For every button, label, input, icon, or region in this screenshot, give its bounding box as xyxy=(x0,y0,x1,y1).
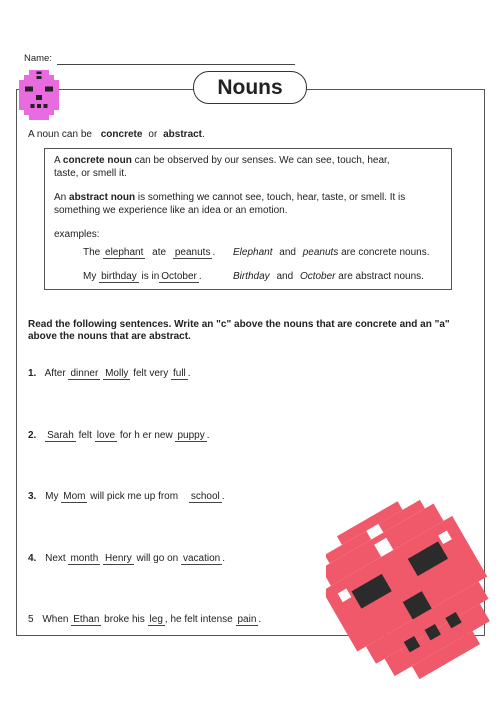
q5-word-leg: leg xyxy=(149,614,163,625)
example-2-sentence xyxy=(83,271,202,282)
abstract-text-1: is something we cannot see, touch, hear, taste, or smell. It is xyxy=(137,192,406,203)
ex1-word-elephant: elephant xyxy=(105,247,144,258)
ex2-italic-2: October xyxy=(299,271,336,282)
q5-text: broke his xyxy=(104,614,145,625)
intro-abstract: abstract xyxy=(163,129,203,140)
ex2-italic-1: Birthday xyxy=(233,271,270,282)
intro-sentence xyxy=(28,129,205,140)
q4-word-henry: Henry xyxy=(105,553,132,564)
q5-word-ethan: Ethan xyxy=(73,614,100,625)
wrestler-mask-icon xyxy=(326,497,496,692)
abstract-term: abstract noun xyxy=(69,192,136,203)
example-2-explanation xyxy=(233,271,424,282)
q4-word-month: month xyxy=(70,553,99,564)
q4-word-vacation: vacation xyxy=(183,553,221,564)
question-number: 1. xyxy=(28,368,37,379)
concrete-definition: A concrete noun can be observed by our senses. We can see, touch, hear, taste, or smell it. xyxy=(54,155,390,179)
ex1-and: and xyxy=(279,247,296,258)
q3-text: My xyxy=(45,491,59,502)
concrete-text-1: can be observed by our senses. We can see, touch, hear, xyxy=(134,155,390,166)
question-number: 2. xyxy=(28,430,37,441)
example-1-sentence xyxy=(83,247,215,258)
ex1-word-peanuts: peanuts xyxy=(174,247,211,258)
ex2-dot: . xyxy=(198,271,202,282)
ex1-dot: . xyxy=(212,247,216,258)
wrestler-mask-icon xyxy=(19,70,59,120)
question-number: 4. xyxy=(28,553,37,564)
ex1-italic-1: Elephant xyxy=(233,247,273,258)
question-4 xyxy=(28,553,225,564)
q2-word-love: love xyxy=(96,430,116,441)
q5-word-pain: pain xyxy=(237,614,257,625)
ex2-my: My xyxy=(83,271,97,282)
abstract-text-2: something we experience like an idea or an emotion. xyxy=(54,204,288,216)
ex1-the: The xyxy=(83,247,101,258)
q1-text: After xyxy=(44,368,66,379)
q3-word-mom: Mom xyxy=(63,491,86,502)
page-title: Nouns xyxy=(193,71,307,104)
question-2 xyxy=(28,430,209,441)
q5-text: When xyxy=(42,614,69,625)
q2-dot: . xyxy=(206,430,210,441)
q4-text: will go on xyxy=(136,553,179,564)
q5-text: , he felt intense xyxy=(164,614,233,625)
question-3 xyxy=(28,491,225,502)
q2-word-puppy: puppy xyxy=(177,430,205,441)
question-number: 3. xyxy=(28,491,37,502)
question-number: 5 xyxy=(28,614,34,625)
question-5 xyxy=(28,614,261,625)
intro-concrete: concrete xyxy=(100,129,143,140)
ex2-word-birthday: birthday xyxy=(101,271,137,282)
q3-word-school: school xyxy=(190,491,220,502)
instructions: Read the following sentences. Write an "c" above the nouns that are concrete and an "a" above the nouns that are abstract. xyxy=(28,319,450,342)
name-label: Name: xyxy=(24,53,52,64)
q4-text: Next xyxy=(45,553,66,564)
q1-word-full: full xyxy=(173,368,186,379)
example-1-explanation xyxy=(233,247,430,258)
concrete-term: concrete noun xyxy=(62,155,132,166)
name-blank-line xyxy=(57,64,295,65)
q1-word-dinner: dinner xyxy=(70,368,99,379)
q5-dot: . xyxy=(258,614,262,625)
question-1 xyxy=(28,368,191,379)
intro-end: . xyxy=(202,129,205,140)
ex1-rest: are concrete nouns. xyxy=(341,247,430,258)
ex2-rest: are abstract nouns. xyxy=(338,271,424,282)
q1-text: felt very xyxy=(133,368,169,379)
ex1-italic-2: peanuts xyxy=(302,247,339,258)
ex2-and: and xyxy=(276,271,294,282)
concrete-text-2: taste, or smell it. xyxy=(54,167,127,179)
abstract-definition xyxy=(54,192,444,217)
ex1-ate: ate xyxy=(152,247,167,258)
intro-text: A noun can be xyxy=(28,129,92,140)
q2-text: for h er new xyxy=(119,430,173,441)
definition-box xyxy=(44,148,452,290)
q3-dot: . xyxy=(221,491,225,502)
q1-word-molly: Molly xyxy=(105,368,129,379)
examples-label: examples: xyxy=(54,229,100,240)
ex2-word-october: October xyxy=(161,271,197,282)
q2-text: felt xyxy=(78,430,92,441)
name-field xyxy=(24,53,52,64)
abstract-pre: An xyxy=(54,192,67,203)
q2-word-sarah: Sarah xyxy=(47,430,74,441)
q3-text: will pick me up from xyxy=(90,491,179,502)
ex2-is-in: is in xyxy=(141,271,160,282)
intro-or: or xyxy=(148,129,158,140)
q1-dot: . xyxy=(187,368,191,379)
q4-dot: . xyxy=(222,553,226,564)
